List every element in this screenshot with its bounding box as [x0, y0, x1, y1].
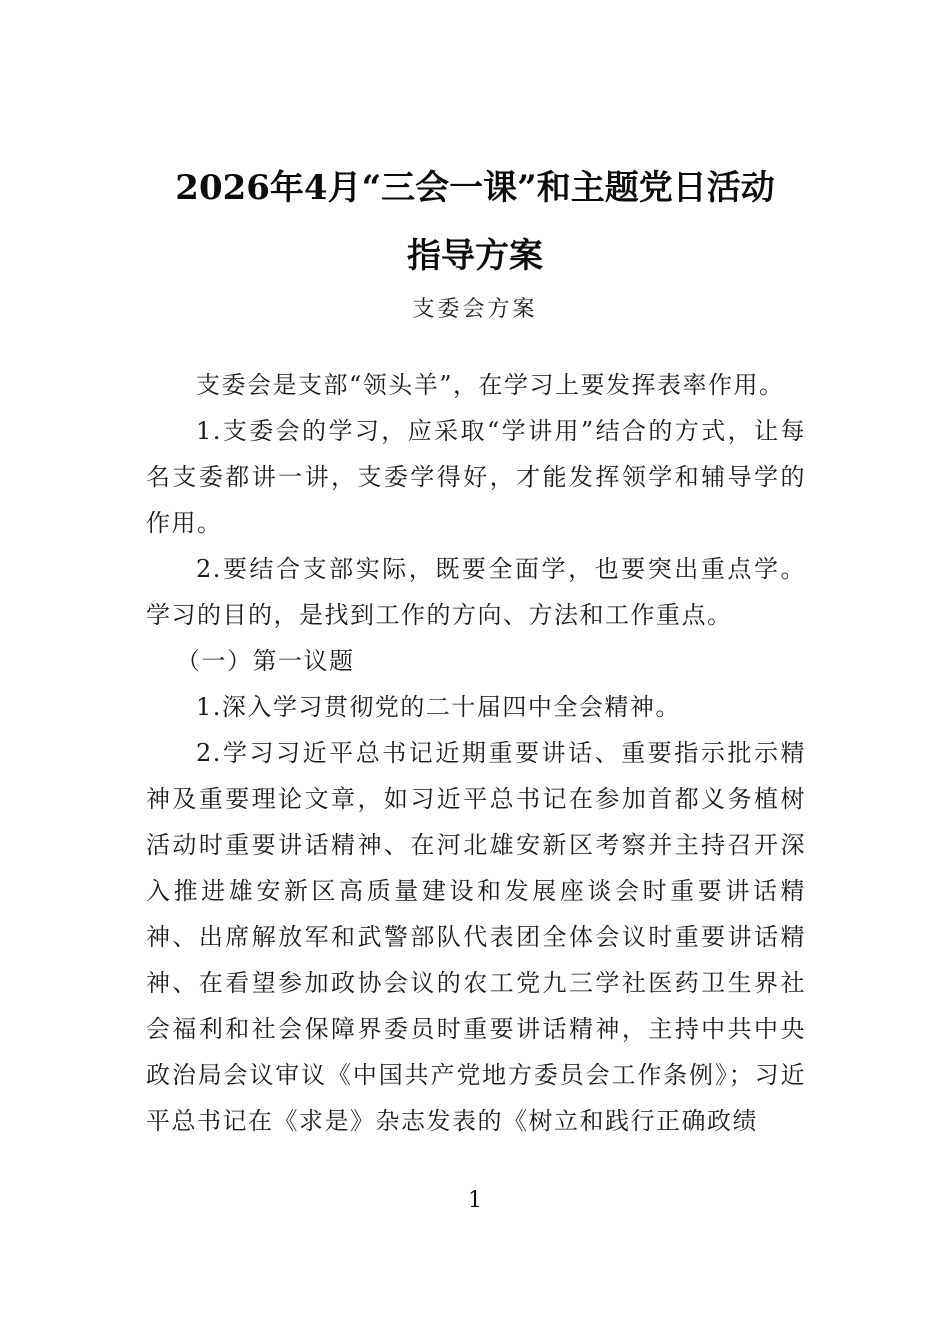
section-heading: （一）第一议题 [176, 647, 355, 675]
section-paragraph-2: 2.学习习近平总书记近期重要讲话、重要指示批示精神及重要理论文章，如习近平总书记在参加首都义务植树活动时重要讲话精神、在河北雄安新区考察并主持召开深入推进雄安新区高质量建设和发展座谈会时重要讲话精神、出席解放军和武警部队代表团全体会议时重要讲话精神、在看望参加政协会议的农工党九三学社医药卫生界社会福利和社会保障界委员时重要讲话精神，主持中共中央政治局会议审议《中国共产党地方委员会工作条例》；习近平总书记在《求是》杂志发表的《树立和践行正确政绩 [146, 739, 806, 1135]
document-title-line-2: 指导方案 [407, 236, 543, 276]
document-subtitle: 支委会方案 [412, 297, 538, 322]
document-body [146, 362, 806, 1144]
page-number: 1 [468, 1188, 482, 1213]
paragraph-item-1: 1.支委会的学习，应采取“学讲用”结合的方式，让每名支委都讲一讲，支委学得好，才能发挥领学和辅导学的作用。 [146, 417, 806, 537]
document-title-line-1: 2026年4月“三会一课”和主题党日活动 [175, 168, 775, 208]
paragraph-intro: 支委会是支部“领头羊”，在学习上要发挥表率作用。 [196, 371, 785, 399]
section-paragraph-1: 1.深入学习贯彻党的二十届四中全会精神。 [196, 693, 681, 721]
paragraph-item-2: 2.要结合支部实际，既要全面学，也要突出重点学。学习的目的，是找到工作的方向、方法和工作重点。 [146, 555, 806, 629]
